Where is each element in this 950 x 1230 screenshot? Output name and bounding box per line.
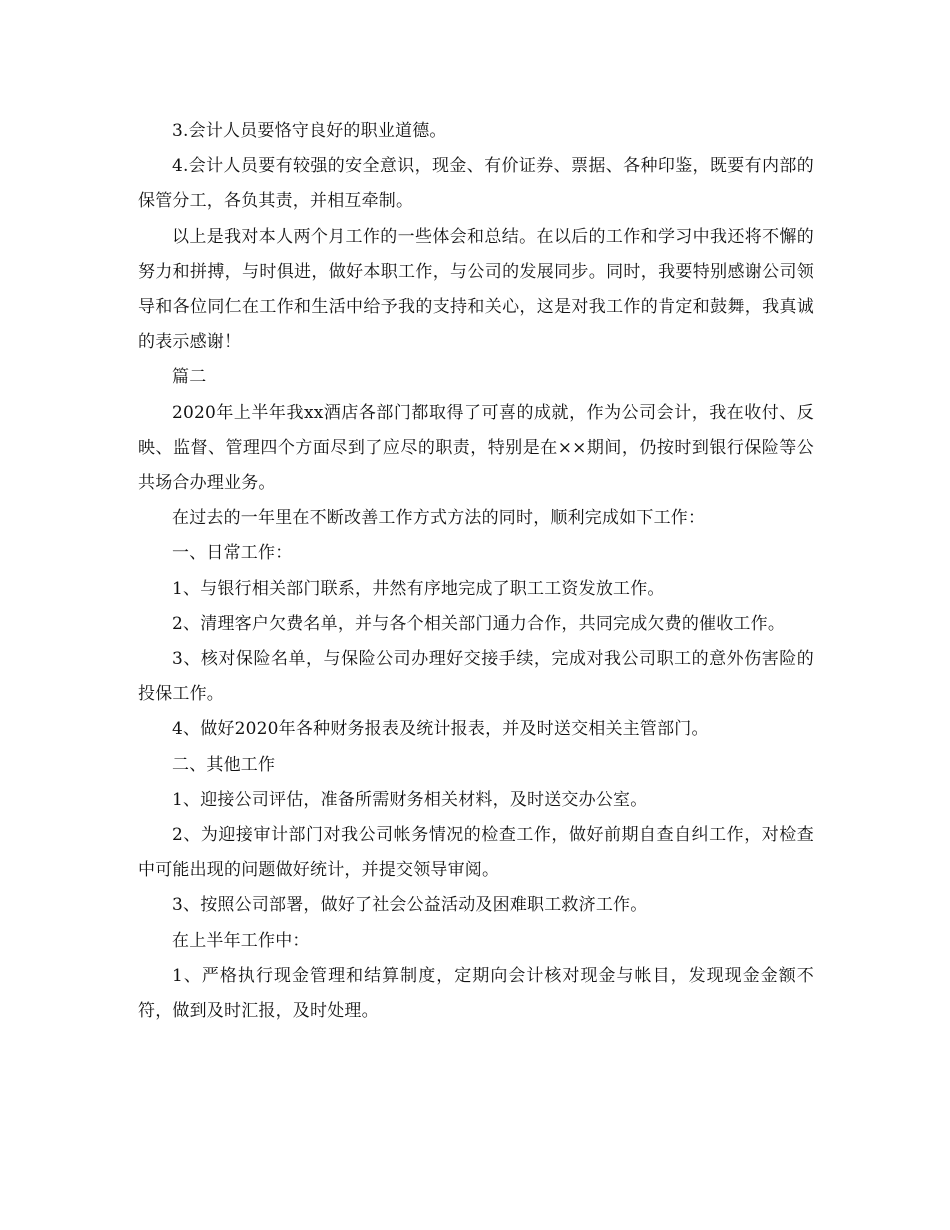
paragraph-intro-work: 在过去的一年里在不断改善工作方式方法的同时，顺利完成如下工作： [172, 508, 706, 529]
list-item-other-3: 3、按照公司部署，做好了社会公益活动及困难职工救济工作。 [172, 895, 648, 916]
paragraph-achievements: 2020年上半年我xx酒店各部门都取得了可喜的成就，作为公司会计，我在收付、反映、监督、管理四个方面尽到了应尽的职责，特别是在××期间，仍按时到银行保险等公共场合办理业务。 [138, 402, 814, 494]
paragraph-summary: 以上是我对本人两个月工作的一些体会和总结。在以后的工作和学习中我还将不懈的努力和拼搏，与时俱进，做好本职工作，与公司的发展同步。同时，我要特别感谢公司领导和各位同仁在工作和生活中给予我的支持和关心，这是对我工作的肯定和鼓舞，我真诚的表示感谢！ [138, 226, 814, 353]
list-item-other-1: 1、迎接公司评估，准备所需财务相关材料，及时送交办公室。 [172, 789, 648, 810]
section-heading-first-half: 在上半年工作中： [172, 930, 310, 951]
list-item-daily-3: 3、核对保险名单，与保险公司办理好交接手续，完成对我公司职工的意外伤害险的投保工作。 [138, 649, 814, 705]
paragraph-security: 4.会计人员要有较强的安全意识，现金、有价证券、票据、各种印鉴，既要有内部的保管分工，各负其责，并相互牵制。 [138, 156, 814, 212]
list-item-first-half-1: 1、严格执行现金管理和结算制度，定期向会计核对现金与帐目，发现现金金额不符，做到及时汇报，及时处理。 [138, 965, 814, 1022]
section-heading-daily-work: 一、日常工作： [172, 543, 293, 564]
list-item-daily-4: 4、做好2020年各种财务报表及统计报表，并及时送交相关主管部门。 [172, 719, 709, 740]
section-heading-part-two: 篇二 [172, 367, 207, 388]
document-body [138, 114, 814, 1029]
list-item-other-2: 2、为迎接审计部门对我公司帐务情况的检查工作，做好前期自查自纠工作，对检查中可能出现的问题做好统计，并提交领导审阅。 [138, 825, 814, 881]
list-item-daily-1: 1、与银行相关部门联系，井然有序地完成了职工工资发放工作。 [172, 578, 665, 599]
paragraph-ethics: 3.会计人员要恪守良好的职业道德。 [172, 121, 447, 141]
list-item-daily-2: 2、清理客户欠费名单，并与各个相关部门通力合作，共同完成欠费的催收工作。 [172, 613, 786, 634]
section-heading-other-work: 二、其他工作 [172, 754, 276, 775]
